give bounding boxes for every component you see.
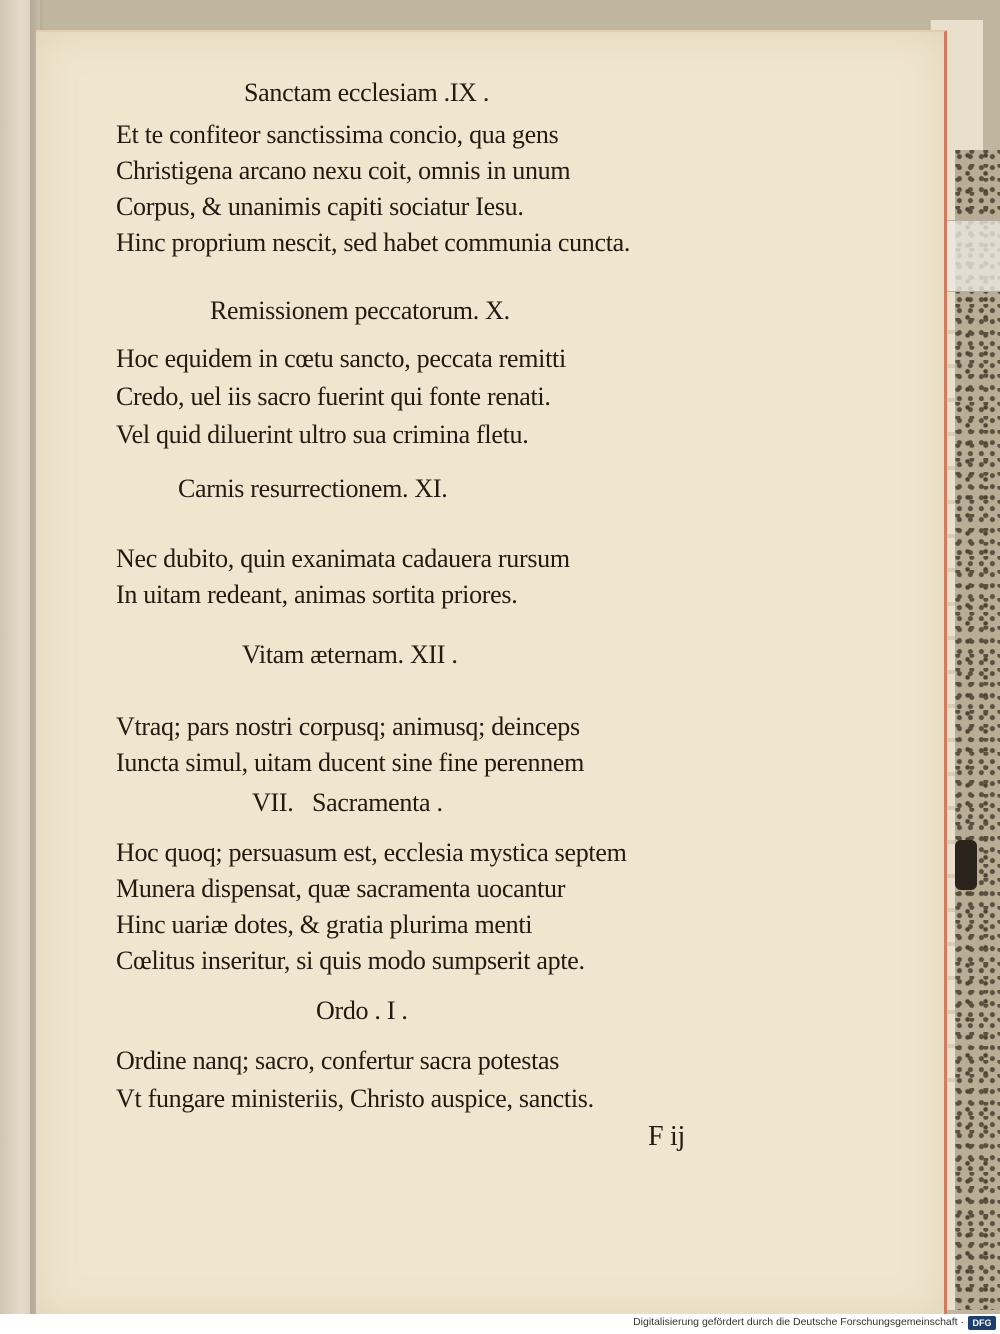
verse-line: Hoc quoq; persuasum est, ecclesia mystica septem (116, 838, 627, 867)
signature-mark: F ij (648, 1121, 685, 1152)
funding-credit: Digitalisierung gefördert durch die Deutsche Forschungsgemeinschaft · (633, 1316, 964, 1328)
heading-sacramenta: VII. Sacramenta . (252, 788, 443, 817)
heading-vita-aeterna: Vitam æternam. XII . (242, 640, 458, 669)
heading-ordo: Ordo . I . (316, 996, 408, 1025)
dfg-logo: DFG (968, 1316, 996, 1330)
verse-line: Vel quid diluerint ultro sua crimina fletu. (116, 420, 529, 449)
heading-ecclesia: Sanctam ecclesiam .IX . (244, 78, 490, 107)
verse-line: Et te confiteor sanctissima concio, qua gens (116, 120, 559, 149)
verse-line: Nec dubito, quin exanimata cadauera rursum (116, 544, 570, 573)
verse-line: Vt fungare ministeriis, Christo auspice, sanctis. (116, 1084, 594, 1113)
heading-resurrectio: Carnis resurrectionem. XI. (178, 474, 448, 503)
verse-line: Hinc proprium nescit, sed habet communia cuncta. (116, 228, 631, 257)
verse-line: Munera dispensat, quæ sacramenta uocantur (116, 874, 566, 903)
verse-line: Hinc uariæ dotes, & gratia plurima menti (116, 910, 533, 939)
marbled-cover (955, 150, 1000, 1310)
heading-remissio: Remissionem peccatorum. X. (210, 296, 510, 325)
book-page (36, 30, 947, 1314)
verse-line: Cœlitus inseritur, si quis modo sumpserit apte. (116, 946, 585, 975)
page-text (36, 32, 944, 1314)
verse-line: Ordine nanq; sacro, confertur sacra potestas (116, 1046, 560, 1075)
verse-line: Vtraq; pars nostri corpusq; animusq; deinceps (116, 712, 580, 741)
verse-line: Credo, uel iis sacro fuerint qui fonte renati. (116, 382, 551, 411)
verse-line: Hoc equidem in cœtu sancto, peccata remitti (116, 344, 566, 373)
ink-mark (955, 840, 977, 890)
verse-line: Iuncta simul, uitam ducent sine fine perennem (116, 748, 585, 777)
footer-bar (0, 1314, 1000, 1334)
verse-line: Christigena arcano nexu coit, omnis in unum (116, 156, 571, 185)
verse-line: Corpus, & unanimis capiti sociatur Iesu. (116, 192, 524, 221)
verse-line: In uitam redeant, animas sortita priores. (116, 580, 518, 609)
